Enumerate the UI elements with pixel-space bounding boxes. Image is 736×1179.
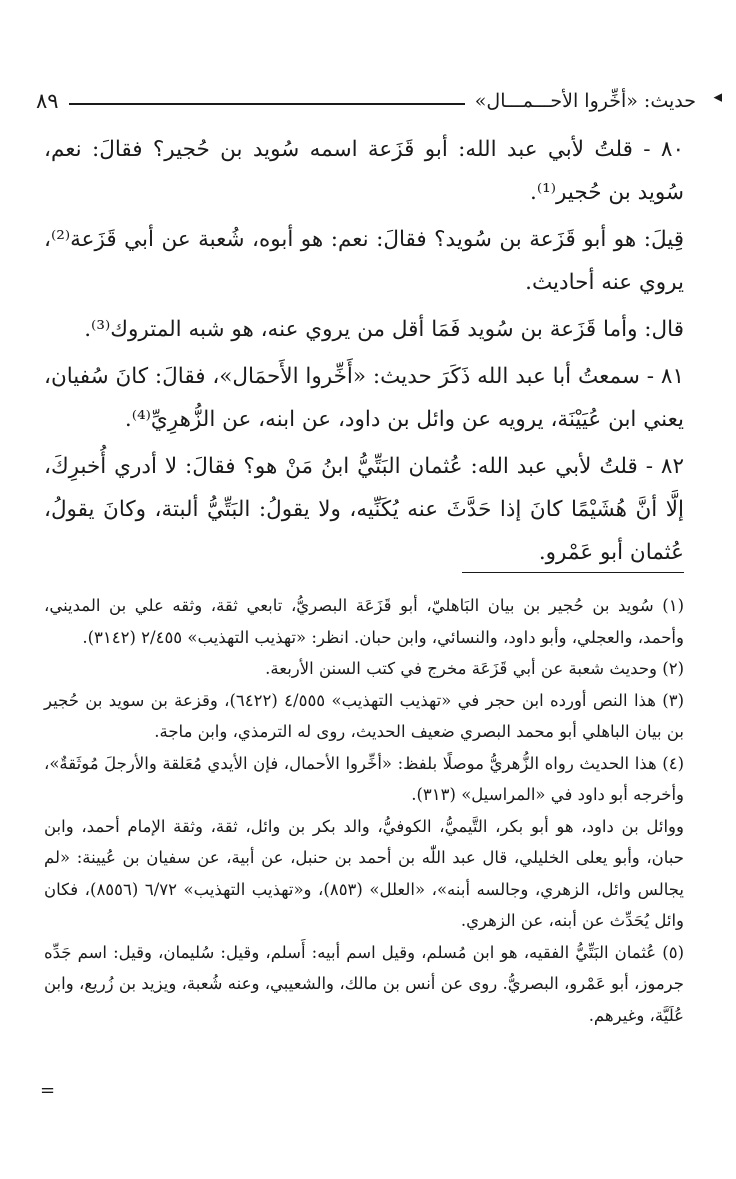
footnote-1: (١) سُويد بن حُجير بن بيان البَاهليّ، أبو قَزَعَة البصريُّ، تابعي ثقة، وثقه علي بن المديني، وأحمد، والعجلي، وأبو داود، والنسائي، وابن حبان. انظر: «تهذيب التهذيب» ٢/٤٥٥ (٣١٤٢).	[44, 596, 684, 647]
paragraph-80-followup: قِيلَ: هو أبو قَزَعة بن سُويد؟ فقالَ: نعم: هو أبوه، شُعبة عن أبي قَزَعة⁽²⁾، يروي عنه أحاديث.	[44, 227, 684, 295]
main-text	[44, 128, 684, 578]
footnotes	[44, 590, 684, 1031]
page-number: ٨٩	[36, 89, 59, 113]
bullet-icon: ◂	[713, 87, 722, 107]
footnote-4-continued: ووائل بن داود، هو أبو بكر، التَّيميُّ، الكوفيُّ، والد بكر بن وائل، ثقة، وثقة الإمام أحمد، وابن حبان، وأبو يعلى الخليلي، قال عبد اللّٰه بن أحمد بن حنبل، عن أبية، عن سفيان بن عُيينة: «لم يجالس وائل، الزهري، وجالسه أبنه»، «العلل» (٨٥٣)، و«تهذيب التهذيب» ٦/٧٢ (٨٥٥٦)، فكان وائل يُحَدِّث عن أبنه، عن الزهري.	[44, 816, 684, 930]
running-title: حديث: «أخِّروا الأحـــمـــال»	[474, 90, 696, 112]
running-header	[36, 84, 722, 118]
header-rule	[69, 103, 465, 105]
paragraph-81: ٨١ - سمعتُ أبا عبد الله ذَكَرَ حديث: «أَخِّروا الأَحمَال»، فقالَ: كانَ سُفيان، يعني ابن عُيَيْنَة، يرويه عن وائل بن داود، عن ابنه، عن الزُّهرِيِّ⁽⁴⁾.	[44, 364, 684, 432]
footnote-4: (٤) هذا الحديث رواه الزُّهريُّ موصلًا بلفظ: «أخِّروا الأحمال، فإن الأيدي مُعَلقة والأرجلَ مُوثَقةٌ»، وأخرجه أبو داود في «المراسيل» (٣١٣).	[44, 753, 684, 804]
footnote-3: (٣) هذا النص أورده ابن حجر في «تهذيب التهذيب» ٤/٥٥٥ (٦٤٢٢)، وقزعة بن سويد بن حُجير بن بيان الباهلي أبو محمد البصري ضعيف الحديث، روى له الترمذي، وابن ماجة.	[44, 690, 685, 741]
footnote-separator	[462, 572, 684, 573]
paragraph-80-question: ٨٠ - قلتُ لأبي عبد الله: أبو قَزَعة اسمه سُويد بن حُجير؟ فقالَ: نعم، سُويد بن حُجير⁽¹⁾.	[44, 137, 684, 205]
footnote-2: (٢) وحديث شعبة عن أبي قَزَعَة مخرج في كتب السنن الأربعة.	[265, 659, 684, 678]
paragraph-82: ٨٢ - قلتُ لأبي عبد الله: عُثمان البَتِّيُّ ابنُ مَنْ هو؟ فقالَ: لا أدري أُخبرِكَ، إلَّا أنَّ هُشَيْمًا كانَ إذا حَدَّثَ عنه يُكَنِّيه، ولا يقولُ: البَتِّيُّ ألبتة، وكانَ يقولُ، عُثمان أبو عَمْرو.	[44, 454, 684, 565]
footnote-5: (٥) عُثمان البَتِّيُّ الفقيه، هو ابن مُسلم، وقيل اسم أبيه: أَسلم، وقيل: سُليمان، وقيل: اسم جَدِّه جرموز، أبو عَمْرو، البصريُّ. روى عن أنس بن مالك، والشعيبي، وعنه شُعبة، ويزيد بن زُريع، وابن عُلَيَّة، وغيرهم.	[44, 942, 684, 1025]
continuation-mark: =	[40, 1080, 56, 1101]
paragraph-80-note: قال: وأما قَزَعة بن سُويد فَمَا أقل من يروي عنه، هو شبه المتروك⁽³⁾.	[84, 317, 684, 342]
